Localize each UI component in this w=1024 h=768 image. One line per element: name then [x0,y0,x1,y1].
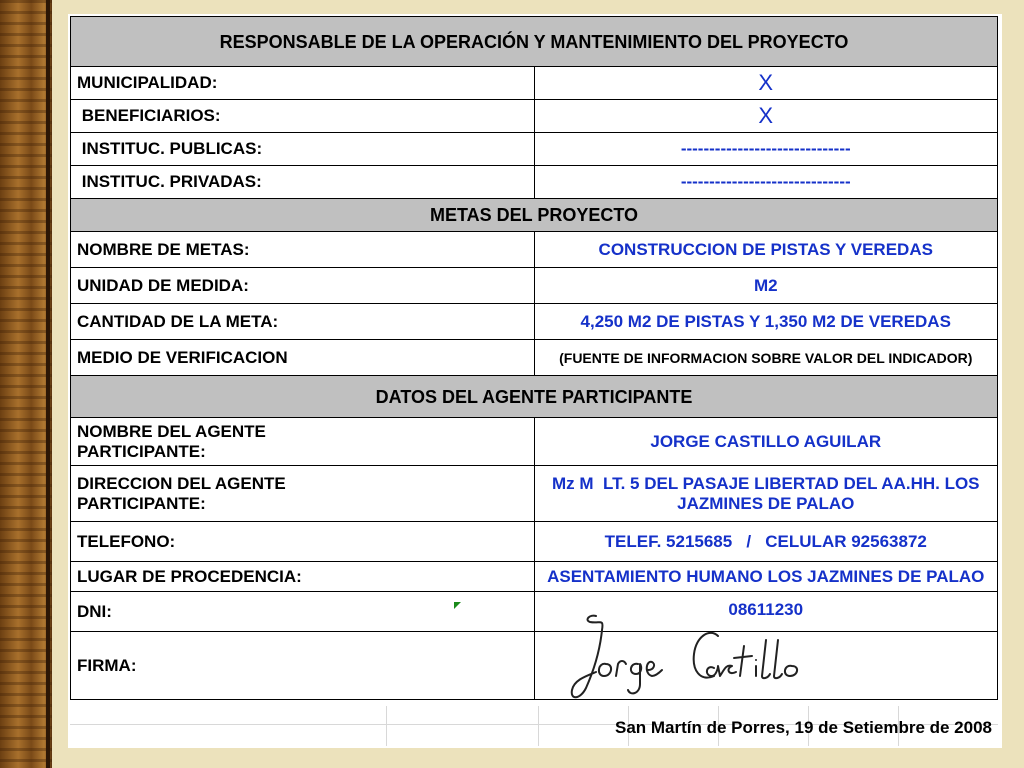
value-instituc-publicas[interactable]: ------------------------------ [534,133,998,166]
signature-image [500,610,820,702]
value-direccion-agente[interactable] [534,466,998,522]
label-unidad-medida[interactable]: UNIDAD DE MEDIDA: [71,268,535,304]
footer-gridline [538,706,539,746]
value-nombre-agente[interactable]: JORGE CASTILLO AGUILAR [534,418,998,466]
value-direccion-line1: Mz M LT. 5 DEL PASAJE LIBERTAD DEL AA.HH. LOS [551,473,980,493]
wood-border-edge [46,0,50,768]
footer-gridline [386,706,387,746]
label-medio-verificacion[interactable]: MEDIO DE VERIFICACION [71,340,535,376]
footer-date: San Martín de Porres, 19 de Setiembre de 2008 [615,718,992,737]
label-nombre-metas[interactable]: NOMBRE DE METAS: [71,232,535,268]
value-beneficiarios[interactable]: X [534,100,998,133]
value-medio-verificacion[interactable]: (FUENTE DE INFORMACION SOBRE VALOR DEL INDICADOR) [534,340,998,376]
header-metas: METAS DEL PROYECTO [71,199,998,232]
label-telefono[interactable]: TELEFONO: [71,522,535,562]
label-beneficiarios[interactable]: BENEFICIARIOS: [71,100,535,133]
label-nombre-agente[interactable] [71,418,535,466]
value-nombre-metas[interactable]: CONSTRUCCION DE PISTAS Y VEREDAS [534,232,998,268]
label-firma[interactable]: FIRMA: [71,632,535,700]
label-nombre-agente-line1: NOMBRE DEL AGENTE [77,421,266,441]
header-agente: DATOS DEL AGENTE PARTICIPANTE [71,376,998,418]
value-unidad-medida[interactable]: M2 [534,268,998,304]
label-nombre-agente-line2: PARTICIPANTE: [77,441,206,461]
value-cantidad-meta[interactable]: 4,250 M2 DE PISTAS Y 1,350 M2 DE VEREDAS [534,304,998,340]
value-direccion-line2: JAZMINES DE PALAO [677,493,855,513]
value-lugar-procedencia[interactable]: ASENTAMIENTO HUMANO LOS JAZMINES DE PALAO [534,562,998,592]
value-dni[interactable]: 08611230 [534,592,998,632]
value-telefono[interactable]: TELEF. 5215685 / CELULAR 92563872 [534,522,998,562]
cell-comment-marker [454,602,461,609]
label-cantidad-meta[interactable]: CANTIDAD DE LA META: [71,304,535,340]
form-table [70,16,998,700]
wood-border [0,0,52,768]
value-municipalidad[interactable]: X [534,67,998,100]
label-instituc-publicas[interactable]: INSTITUC. PUBLICAS: [71,133,535,166]
label-direccion-agente[interactable] [71,466,535,522]
label-direccion-agente-line2: PARTICIPANTE: [77,493,206,513]
value-instituc-privadas[interactable]: ------------------------------ [534,166,998,199]
header-responsable: RESPONSABLE DE LA OPERACIÓN Y MANTENIMIENTO DEL PROYECTO [71,17,998,67]
label-direccion-agente-line1: DIRECCION DEL AGENTE [77,473,286,493]
label-instituc-privadas[interactable]: INSTITUC. PRIVADAS: [71,166,535,199]
label-municipalidad[interactable]: MUNICIPALIDAD: [71,67,535,100]
label-lugar-procedencia[interactable]: LUGAR DE PROCEDENCIA: [71,562,535,592]
label-dni[interactable]: DNI: [71,592,535,632]
